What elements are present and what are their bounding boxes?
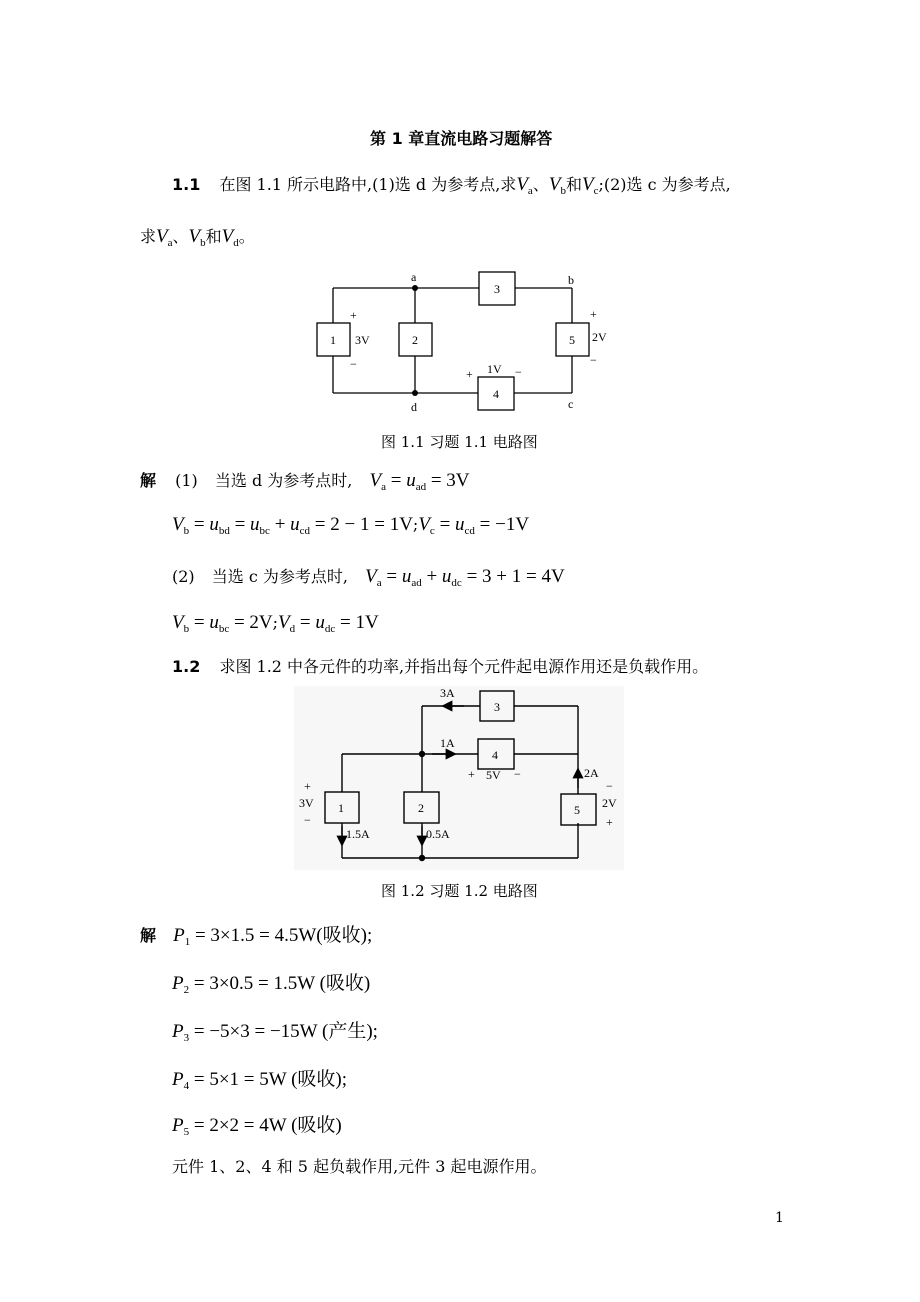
i3-label: 3A [440, 686, 455, 700]
e4-voltage: 1V [487, 362, 502, 376]
i1-label: 1.5A [346, 827, 370, 841]
problem-1-2-line [172, 654, 708, 677]
solution-1-1-line1: 解 (1) 当选 d 为参考点时, $V_a = u_{ad} = 3V$ [140, 470, 470, 493]
node-a-dot [412, 285, 418, 291]
e4-minus: − [515, 365, 522, 379]
solution-1-2-conclusion: 元件 1、2、4 和 5 起负载作用,元件 3 起电源作用。 [172, 1157, 547, 1176]
node-label-d: d [411, 400, 417, 414]
i4-label: 1A [440, 736, 455, 750]
node-label-c: c [568, 397, 574, 411]
solution-1-2-p4: $P_4 = 5\times 1 = 5W$ (吸收); [172, 1069, 348, 1092]
solution-1-1-line3: (2) 当选 c 为参考点时, $V_a = u_{ad} + u_{dc} = 3 + 1 = 4V$ [172, 566, 565, 589]
page-number: 1 [775, 1210, 784, 1226]
e4-voltage: 5V [486, 768, 501, 782]
element-label-2: 2 [418, 801, 424, 815]
solution-1-1-line2: $V_b = u_{bd} = u_{bc} + u_{cd} = 2 - 1$ = $1V;V_c = u_{cd} = -1V$ [172, 514, 530, 537]
element-label-3: 3 [494, 282, 500, 296]
i2-label: 0.5A [426, 827, 450, 841]
element-label-5: 5 [574, 803, 580, 817]
problem-1-1-line1: 1.1 在图 1.1 所示电路中,(1)选 d 为参考点,求$V_a$、$V_b$和$V_c;(2)$选 c 为参考点, [172, 174, 731, 197]
element-label-2: 2 [412, 333, 418, 347]
var-va: $V_a$ [516, 174, 533, 197]
question-text-cont: ;(2)选 c 为参考点, [598, 175, 731, 194]
problem-number: 1.2 [172, 657, 201, 676]
var-vb: $V_b$ [548, 174, 566, 197]
problem-1-1-line2: 求$V_a$、$V_b$和$V_d$。 [140, 226, 255, 249]
figure-caption-1-2: 图 1.2 习题 1.2 电路图 [381, 882, 538, 900]
element-label-3: 3 [494, 700, 500, 714]
problem-number: 1.1 [172, 175, 201, 194]
element-label-5: 5 [569, 333, 575, 347]
e4-minus: − [514, 767, 521, 781]
e5-minus: − [606, 779, 613, 793]
e5-plus: + [590, 307, 597, 321]
circuit-figure-1-2 [294, 686, 624, 870]
circuit-figure-1-1 [300, 268, 620, 418]
e1-voltage: 3V [355, 333, 370, 347]
e5-voltage: 2V [602, 796, 617, 810]
var-vc: $V_c$ [581, 174, 599, 197]
page-title: 第 1 章直流电路习题解答 [370, 129, 553, 148]
figure-caption-1-1: 图 1.1 习题 1.1 电路图 [381, 433, 538, 451]
node-label-a: a [411, 270, 417, 284]
solution-1-2-p3: $P_3 = -5\times 3 = -15W$ (产生); [172, 1021, 378, 1044]
e5-voltage: 2V [592, 330, 607, 344]
question-text: 求图 1.2 中各元件的功率,并指出每个元件起电源作用还是负载作用。 [219, 657, 709, 676]
question-text: 在图 1.1 所示电路中,(1)选 d 为参考点,求 [219, 175, 517, 194]
e1-plus: + [350, 308, 357, 322]
e5-plus: + [606, 815, 613, 829]
element-label-4: 4 [493, 387, 499, 401]
solution-1-2-p1: 解 $P_1 = 3\times 1.5 = 4.5W$(吸收); [140, 925, 373, 948]
i5-label: 2A [584, 766, 599, 780]
e1-minus: − [304, 813, 311, 827]
element-label-1: 1 [338, 801, 344, 815]
e1-plus: + [304, 779, 311, 793]
e1-minus: − [350, 357, 357, 371]
solution-1-2-p2: $P_2 = 3\times 0.5 = 1.5W$ (吸收) [172, 973, 371, 996]
node-d-dot [412, 390, 418, 396]
element-label-4: 4 [492, 748, 498, 762]
e1-voltage: 3V [299, 796, 314, 810]
e4-plus: + [468, 767, 475, 781]
solution-1-2-p5: $P_5 = 2\times 2 = 4W$ (吸收) [172, 1115, 342, 1138]
element-label-1: 1 [330, 333, 336, 347]
solution-1-1-line4: $V_b = u_{bc}$ = $2V;V_d = u_{dc} = 1V$ [172, 612, 379, 635]
node-label-b: b [568, 273, 574, 287]
e5-minus: − [590, 353, 597, 367]
e4-plus: + [466, 367, 473, 381]
